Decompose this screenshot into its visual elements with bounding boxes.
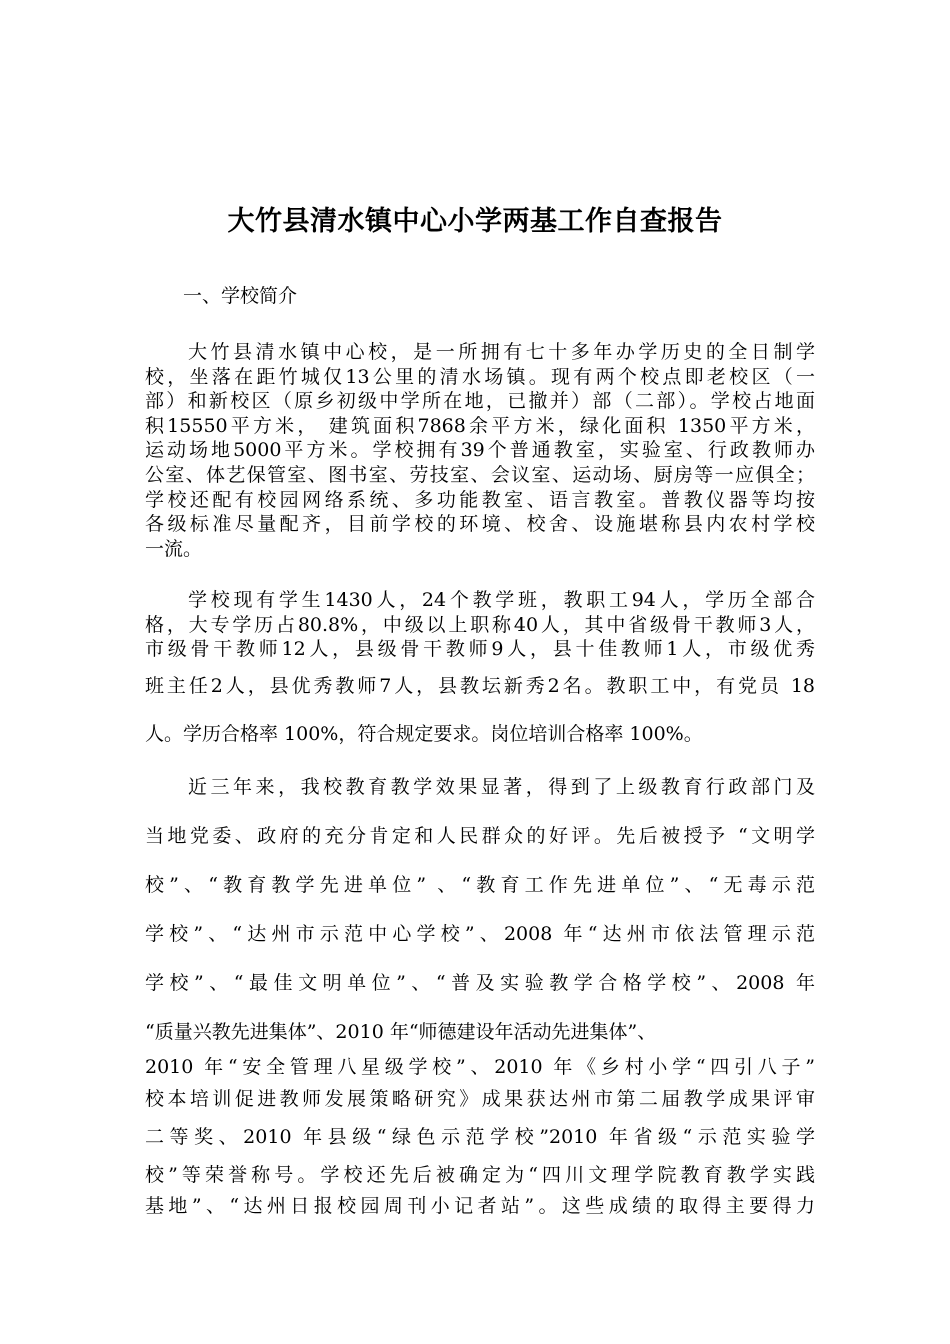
paragraph-line: 学校还配有校园网络系统、多功能教室、语言教室。普教仪器等均按: [145, 488, 815, 511]
paragraph-school-intro: [145, 340, 815, 561]
paragraph-line: 运动场地5000平方米。学校拥有39个普通教室，实验室、行政教师办: [145, 439, 815, 462]
paragraph-staff: [145, 588, 815, 758]
paragraph-line: 学校现有学生1430人，24个教学班，教职工94人，学历全部合: [188, 589, 815, 611]
paragraph-line: 2010 年“安全管理八星级学校”、2010 年《乡村小学“四引八子”: [145, 1056, 815, 1078]
paragraph-line: 二等奖、2010 年县级“绿色示范学校”2010 年省级“示范实验学: [145, 1125, 815, 1148]
paragraph-line: 校本培训促进教师发展策略研究》成果获达州市第二届教学成果评审: [145, 1087, 815, 1110]
section-heading: 一、学校简介: [183, 285, 298, 307]
paragraph-line: 积15550平方米， 建筑面积7868余平方米，绿化面积 1350平方米，: [145, 414, 815, 437]
paragraph-line: 各级标准尽量配齐，目前学校的环境、校舍、设施堪称县内农村学校: [145, 513, 815, 536]
paragraph-line: 部）和新校区（原乡初级中学所在地，已撤并）部（二部）。学校占地面: [145, 390, 815, 413]
paragraph-line: 学校”、“最佳文明单位”、“普及实验教学合格学校”、2008 年: [145, 972, 815, 994]
paragraph-line: “质量兴教先进集体”、2010 年“师德建设年活动先进集体”、: [145, 1021, 657, 1043]
paragraph-line: 当地党委、政府的充分肯定和人民群众的好评。先后被授予 “文明学: [145, 825, 815, 847]
paragraph-line: 校”等荣誉称号。学校还先后被确定为“四川文理学院教育教学实践: [145, 1163, 815, 1186]
paragraph-line: 一流。: [145, 537, 203, 560]
document-title: 大竹县清水镇中心小学两基工作自查报告: [227, 206, 723, 237]
paragraph-achievements: [145, 763, 815, 1057]
paragraph-line: 近三年来，我校教育教学效果显著，得到了上级教育行政部门及: [188, 776, 815, 798]
paragraph-line: 格，大专学历占80.8%，中级以上职称40人，其中省级骨干教师3人，: [145, 613, 815, 636]
paragraph-line: 人。学历合格率 100%，符合规定要求。岗位培训合格率 100%。: [145, 722, 703, 745]
paragraph-line: 公室、体艺保管室、图书室、劳技室、会议室、运动场、厨房等一应俱全；: [145, 463, 815, 486]
paragraph-achievements-continued: [145, 1055, 815, 1218]
paragraph-line: 基地”、“达州日报校园周刊小记者站”。这些成绩的取得主要得力: [145, 1194, 815, 1217]
paragraph-line: 学校”、“达州市示范中心学校”、2008 年“达州市依法管理示范: [145, 923, 815, 945]
paragraph-line: 市级骨干教师12人，县级骨干教师9人，县十佳教师1人，市级优秀: [145, 638, 815, 661]
paragraph-line: 班主任2人，县优秀教师7人，县教坛新秀2名。教职工中，有党员 18: [145, 674, 815, 697]
paragraph-line: 校”、“教育教学先进单位” 、“教育工作先进单位”、“无毒示范: [145, 874, 815, 896]
paragraph-line: 校，坐落在距竹城仅13公里的清水场镇。现有两个校点即老校区（一: [145, 365, 815, 388]
paragraph-line: 大竹县清水镇中心校，是一所拥有七十多年办学历史的全日制学: [188, 341, 815, 363]
